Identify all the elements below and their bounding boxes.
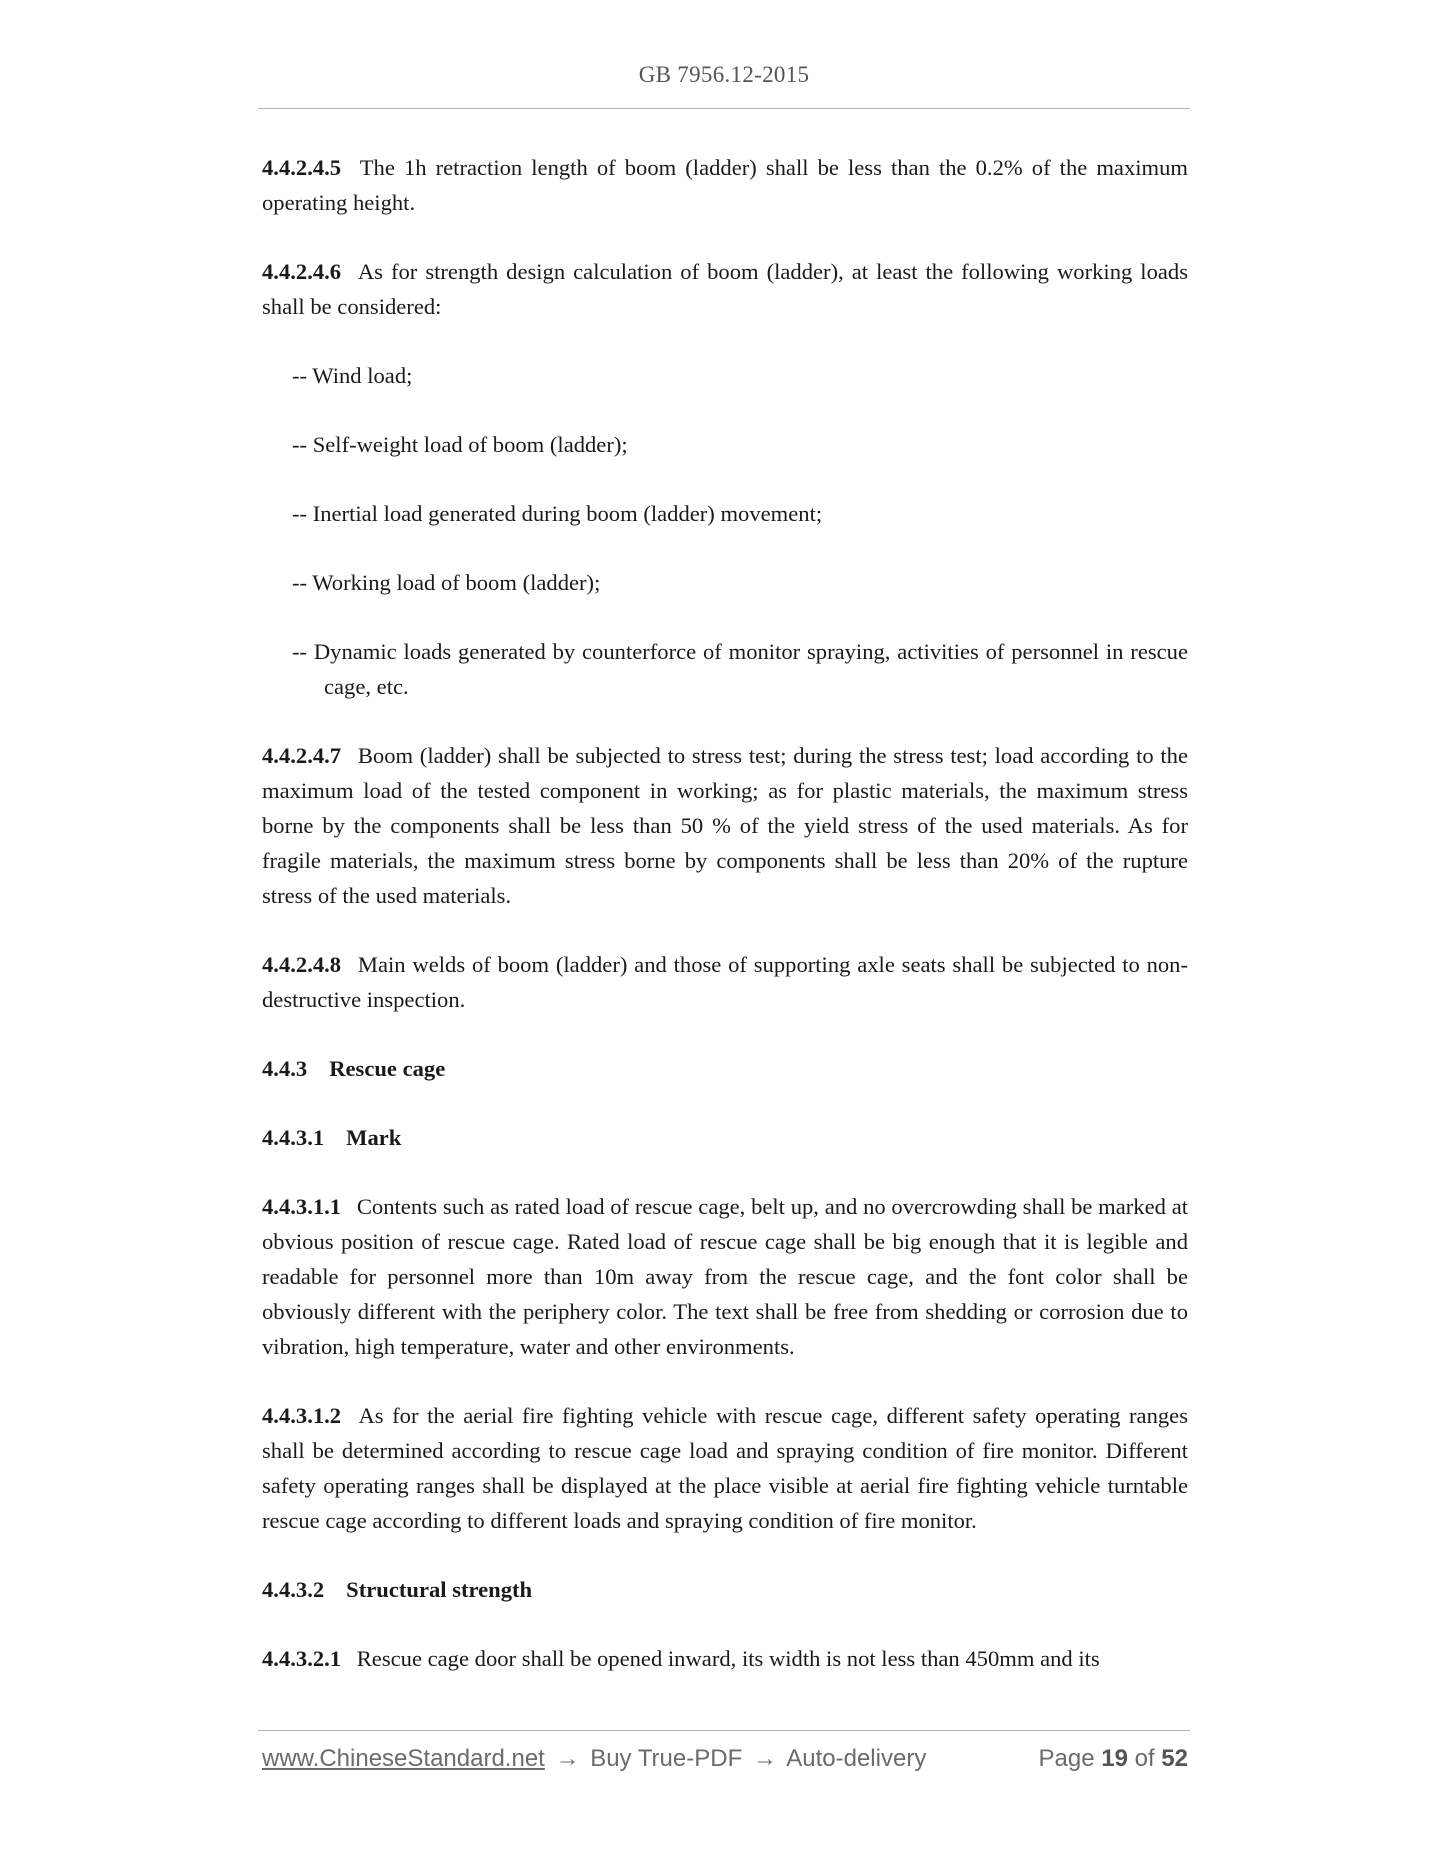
- clause-text: Main welds of boom (ladder) and those of supporting axle seats shall be subjected to non-destructive inspection.: [262, 952, 1188, 1012]
- clause-number: 4.4.2.4.5: [262, 155, 342, 180]
- clause-number: 4.4.3.2.1: [262, 1646, 342, 1671]
- clause-paragraph: [262, 1189, 1188, 1364]
- page-footer: [262, 1745, 1188, 1773]
- section-title: Mark: [346, 1125, 402, 1150]
- arrow-right-icon: →: [752, 1745, 777, 1772]
- page-number: 19: [1101, 1745, 1128, 1772]
- clause-number: 4.4.2.4.6: [262, 259, 342, 284]
- clause-paragraph: [262, 1641, 1188, 1676]
- list-item: -- Working load of boom (ladder);: [292, 570, 601, 595]
- clause-paragraph: [262, 254, 1188, 324]
- list-item: -- Inertial load generated during boom (ladder) movement;: [292, 501, 823, 526]
- buy-pdf-text: Buy True-PDF: [590, 1745, 743, 1772]
- footer-divider: [258, 1730, 1190, 1731]
- page-total: 52: [1161, 1745, 1188, 1772]
- clause-number: 4.4.3.1.2: [262, 1403, 342, 1428]
- section-title: Rescue cage: [329, 1056, 446, 1081]
- document-header: GB 7956.12-2015: [638, 62, 810, 87]
- clause-number: 4.4.2.4.7: [262, 743, 342, 768]
- section-number: 4.4.3.2: [262, 1577, 325, 1602]
- site-link[interactable]: www.ChineseStandard.net: [262, 1745, 545, 1772]
- clause-paragraph: [262, 738, 1188, 913]
- of-label: of: [1134, 1745, 1155, 1772]
- section-heading: [262, 1120, 1188, 1155]
- section-heading: [262, 1051, 1188, 1086]
- clause-text: The 1h retraction length of boom (ladder) shall be less than the 0.2% of the maximum operating height.: [262, 155, 1188, 215]
- clause-text: Contents such as rated load of rescue cage, belt up, and no overcrowding shall be marked at obvious position of rescue cage. Rated load of rescue cage shall be big enough that it is legible and readable for personnel more than 10m away from the rescue cage, and the font color shall be obviously different with the periphery color. The text shall be free from shedding or corrosion due to vibration, high temperature, water and other environments.: [262, 1194, 1188, 1359]
- clause-paragraph: [262, 1398, 1188, 1538]
- clause-text: Boom (ladder) shall be subjected to stress test; during the stress test; load according to the maximum load of the tested component in working; as for plastic materials, the maximum stress borne by the components shall be less than 50 % of the yield stress of the used materials. As for fragile materials, the maximum stress borne by components shall be less than 20% of the rupture stress of the used materials.: [262, 743, 1188, 908]
- clause-number: 4.4.2.4.8: [262, 952, 342, 977]
- list-item: -- Dynamic loads generated by counterforce of monitor spraying, activities of personnel in rescue cage, etc.: [292, 639, 1188, 699]
- header-divider: [258, 108, 1190, 109]
- arrow-right-icon: →: [555, 1745, 580, 1772]
- section-heading: [262, 1572, 1188, 1607]
- footer-promo: [262, 1745, 926, 1773]
- clause-text: Rescue cage door shall be opened inward, its width is not less than 450mm and its: [356, 1646, 1100, 1671]
- list-item: -- Wind load;: [292, 363, 413, 388]
- clause-paragraph: [262, 150, 1188, 220]
- section-number: 4.4.3: [262, 1056, 308, 1081]
- clause-number: 4.4.3.1.1: [262, 1194, 342, 1219]
- clause-text: As for strength design calculation of boom (ladder), at least the following working loads shall be considered:: [262, 259, 1188, 319]
- section-title: Structural strength: [346, 1577, 533, 1602]
- clause-text: As for the aerial fire fighting vehicle with rescue cage, different safety operating ranges shall be determined according to rescue cage load and spraying condition of fire monitor. Different safety operating ranges shall be displayed at the place visible at aerial fire fighting vehicle turntable rescue cage according to different loads and spraying condition of fire monitor.: [262, 1403, 1189, 1533]
- section-number: 4.4.3.1: [262, 1125, 325, 1150]
- list-item: -- Self-weight load of boom (ladder);: [292, 432, 628, 457]
- clause-paragraph: [262, 947, 1188, 1017]
- document-body: [262, 150, 1188, 1710]
- page-indicator: [1039, 1745, 1189, 1773]
- auto-delivery-text: Auto-delivery: [786, 1745, 927, 1772]
- page-label: Page: [1038, 1745, 1095, 1772]
